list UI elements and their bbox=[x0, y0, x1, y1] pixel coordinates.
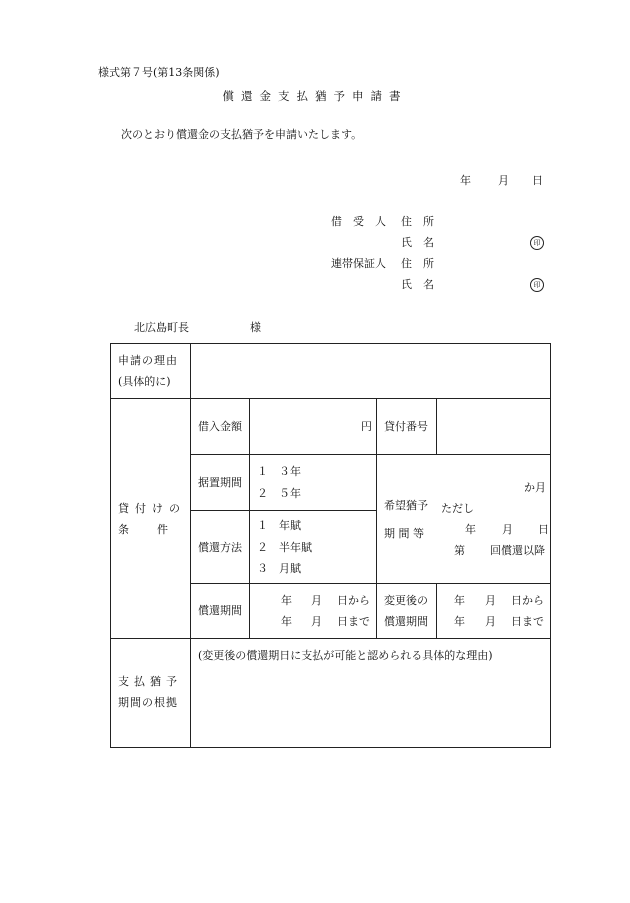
deferral-however: ただし bbox=[441, 502, 474, 515]
basis-note: (変更後の償還期日に支払が可能と認められる具体的な理由) bbox=[198, 649, 493, 662]
date-day-label: 日 bbox=[532, 174, 543, 187]
new-from-year: 年 bbox=[454, 594, 465, 607]
loan-amount-label: 借入金額 bbox=[198, 420, 242, 433]
loan-terms-label: 貸付けの bbox=[118, 502, 186, 515]
addressee-name: 北広島町長 bbox=[134, 321, 189, 334]
basis-sublabel: 期間の根拠 bbox=[118, 696, 178, 709]
form-title: 償還金支払猶予申請書 bbox=[222, 89, 408, 103]
table-rule bbox=[190, 454, 551, 455]
period-from-month: 月 bbox=[311, 594, 322, 607]
repayment-period-label: 償還期間 bbox=[198, 604, 242, 617]
repayment-option-3[interactable]: ３ 月賦 bbox=[257, 562, 301, 575]
borrower-seal-mark: 印 bbox=[530, 236, 544, 250]
grace-option-1[interactable]: １ ３年 bbox=[257, 465, 301, 478]
date-year-label: 年 bbox=[460, 174, 471, 187]
borrower-label: 借 受 人 bbox=[331, 215, 386, 228]
deferral-day-label: 日 bbox=[538, 523, 549, 536]
loan-number-label: 貸付番号 bbox=[384, 420, 428, 433]
basis-field[interactable] bbox=[192, 668, 549, 746]
grace-period-label: 据置期間 bbox=[198, 476, 242, 489]
after-change-label: 変更後の bbox=[384, 594, 428, 607]
guarantor-address-label: 住 所 bbox=[401, 257, 434, 270]
desired-deferral-label: 希望猶予 bbox=[384, 499, 428, 512]
basis-label: 支払猶予 bbox=[118, 675, 182, 688]
after-change-sublabel: 償還期間 bbox=[384, 615, 428, 628]
table-rule bbox=[249, 398, 250, 638]
table-rule bbox=[190, 343, 191, 748]
loan-amount-unit: 円 bbox=[361, 420, 372, 433]
repayment-option-1[interactable]: １ 年賦 bbox=[257, 519, 301, 532]
reason-label: 申請の理由 bbox=[118, 354, 178, 367]
installment-suffix: 回償還以降 bbox=[490, 544, 545, 557]
new-from-suffix: 日から bbox=[511, 594, 544, 607]
deferral-month-label: 月 bbox=[502, 523, 513, 536]
period-from-year: 年 bbox=[281, 594, 292, 607]
loan-terms-sublabel: 条 件 bbox=[118, 523, 170, 536]
period-from-suffix: 日から bbox=[337, 594, 370, 607]
addressee-honorific: 様 bbox=[250, 321, 261, 334]
form-number: 様式第７号(第13条関係) bbox=[98, 66, 220, 79]
loan-number-field[interactable] bbox=[438, 400, 549, 452]
new-to-year: 年 bbox=[454, 615, 465, 628]
period-to-suffix: 日まで bbox=[337, 615, 370, 628]
table-rule bbox=[436, 583, 437, 638]
table-rule bbox=[190, 510, 376, 511]
borrower-name-label: 氏 名 bbox=[401, 236, 434, 249]
reason-field[interactable] bbox=[192, 345, 549, 396]
intro-text: 次のとおり償還金の支払猶予を申請いたします。 bbox=[121, 128, 363, 141]
period-to-year: 年 bbox=[281, 615, 292, 628]
borrower-address-label: 住 所 bbox=[401, 215, 434, 228]
table-rule bbox=[110, 638, 551, 639]
desired-deferral-sublabel: 期 間 等 bbox=[384, 527, 424, 540]
new-from-month: 月 bbox=[485, 594, 496, 607]
loan-amount-field[interactable] bbox=[251, 400, 374, 452]
date-month-label: 月 bbox=[498, 174, 509, 187]
period-to-month: 月 bbox=[311, 615, 322, 628]
reason-sublabel: (具体的に) bbox=[118, 375, 171, 388]
new-to-month: 月 bbox=[485, 615, 496, 628]
table-rule bbox=[110, 398, 551, 399]
guarantor-label: 連帯保証人 bbox=[331, 257, 386, 270]
table-rule bbox=[190, 583, 551, 584]
installment-prefix: 第 bbox=[454, 544, 465, 557]
guarantor-name-label: 氏 名 bbox=[401, 278, 434, 291]
repayment-method-label: 償還方法 bbox=[198, 541, 242, 554]
grace-option-2[interactable]: ２ ５年 bbox=[257, 487, 301, 500]
table-rule bbox=[376, 398, 377, 638]
deferral-year-label: 年 bbox=[465, 523, 476, 536]
new-to-suffix: 日まで bbox=[511, 615, 544, 628]
deferral-months-unit: か月 bbox=[524, 481, 546, 494]
guarantor-seal-mark: 印 bbox=[530, 278, 544, 292]
repayment-option-2[interactable]: ２ 半年賦 bbox=[257, 541, 312, 554]
table-rule bbox=[436, 398, 437, 454]
